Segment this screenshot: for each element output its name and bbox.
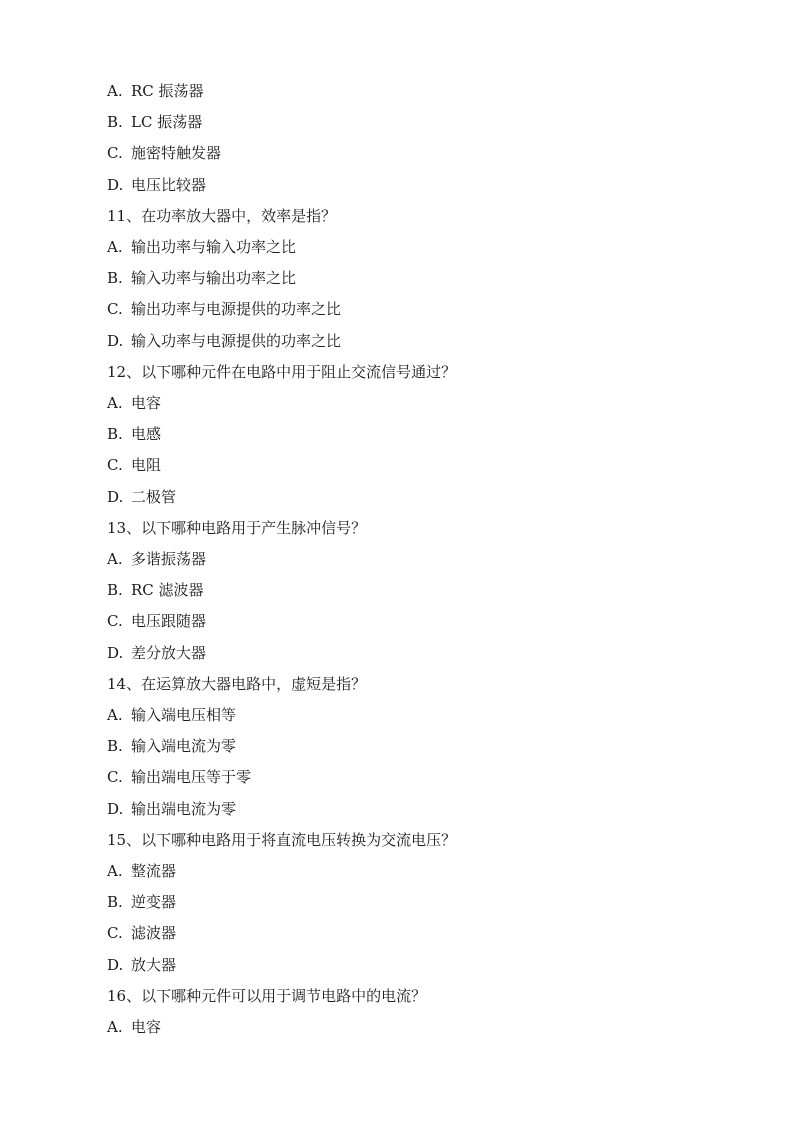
option-text: 差分放大器 (131, 643, 207, 662)
option-line (107, 953, 176, 977)
option-letter: B. (107, 269, 123, 288)
option-line (107, 890, 176, 914)
option-text: LC 振荡器 (131, 113, 203, 132)
option-text: 电压比较器 (131, 175, 207, 194)
question-line (107, 672, 366, 696)
question-text: 12、以下哪种元件在电路中用于阻止交流信号通过？ (107, 362, 457, 381)
option-letter: A. (107, 862, 123, 880)
option-line (107, 453, 161, 477)
option-text: 电容 (131, 1018, 162, 1036)
option-line (107, 329, 341, 353)
option-line (107, 797, 236, 821)
option-text: 输出功率与输入功率之比 (131, 238, 297, 256)
option-line (107, 485, 176, 509)
question-text: 13、以下哪种电路用于产生脉冲信号？ (107, 518, 367, 537)
option-text: RC 振荡器 (131, 82, 204, 100)
option-text: 输入端电流为零 (131, 737, 237, 756)
question-line (107, 360, 456, 384)
option-letter: A. (107, 706, 123, 724)
option-letter: B. (107, 581, 123, 600)
option-letter: C. (107, 300, 123, 319)
option-text: 输入功率与电源提供的功率之比 (131, 331, 342, 350)
option-line (107, 110, 202, 134)
option-text: 施密特触发器 (131, 144, 222, 163)
option-line (107, 734, 236, 758)
option-letter: D. (107, 799, 124, 818)
option-line (107, 859, 176, 883)
option-letter: A. (107, 82, 123, 100)
option-text: 电阻 (131, 456, 162, 475)
option-letter: B. (107, 113, 123, 132)
option-line (107, 297, 341, 321)
option-line (107, 173, 206, 197)
question-text: 15、以下哪种电路用于将直流电压转换为交流电压？ (107, 830, 457, 849)
option-line (107, 921, 176, 945)
question-text: 16、以下哪种元件可以用于调节电路中的电流？ (107, 986, 427, 1005)
option-line (107, 1015, 161, 1039)
option-text: 电压跟随器 (131, 612, 207, 631)
option-letter: C. (107, 768, 123, 787)
option-text: 电感 (131, 425, 162, 444)
question-line (107, 204, 336, 228)
option-text: 滤波器 (131, 924, 177, 943)
question-line (107, 516, 366, 540)
option-letter: C. (107, 612, 123, 631)
option-text: 二极管 (131, 487, 177, 506)
option-letter: D. (107, 955, 124, 974)
option-text: 输出端电流为零 (131, 799, 237, 818)
option-text: 输入功率与输出功率之比 (131, 269, 297, 288)
option-text: 逆变器 (131, 893, 177, 912)
option-text: 整流器 (131, 862, 177, 880)
option-text: RC 滤波器 (131, 581, 204, 600)
option-line (107, 391, 161, 415)
question-line (107, 828, 456, 852)
option-line (107, 141, 221, 165)
question-line (107, 984, 426, 1008)
option-line (107, 547, 206, 571)
option-line (107, 765, 251, 789)
option-line (107, 235, 296, 259)
option-letter: A. (107, 394, 123, 412)
option-letter: D. (107, 175, 124, 194)
option-line (107, 609, 206, 633)
option-letter: C. (107, 456, 123, 475)
option-text: 输出端电压等于零 (131, 768, 252, 787)
option-text: 多谐振荡器 (131, 550, 207, 568)
option-text: 输出功率与电源提供的功率之比 (131, 300, 342, 319)
option-letter: D. (107, 487, 124, 506)
option-letter: B. (107, 737, 123, 756)
option-line (107, 703, 236, 727)
option-line (107, 422, 161, 446)
question-text: 14、在运算放大器电路中，虚短是指？ (107, 674, 367, 693)
option-text: 电容 (131, 394, 162, 412)
option-letter: C. (107, 144, 123, 163)
option-text: 放大器 (131, 955, 177, 974)
option-line (107, 79, 204, 103)
option-text: 输入端电压相等 (131, 706, 237, 724)
option-letter: D. (107, 331, 124, 350)
option-letter: D. (107, 643, 124, 662)
option-letter: A. (107, 238, 123, 256)
option-letter: B. (107, 425, 123, 444)
option-line (107, 266, 296, 290)
option-letter: A. (107, 550, 123, 568)
option-letter: C. (107, 924, 123, 943)
option-letter: A. (107, 1018, 123, 1036)
question-text: 11、在功率放大器中，效率是指？ (107, 206, 337, 225)
option-letter: B. (107, 893, 123, 912)
option-line (107, 578, 204, 602)
option-line (107, 641, 206, 665)
